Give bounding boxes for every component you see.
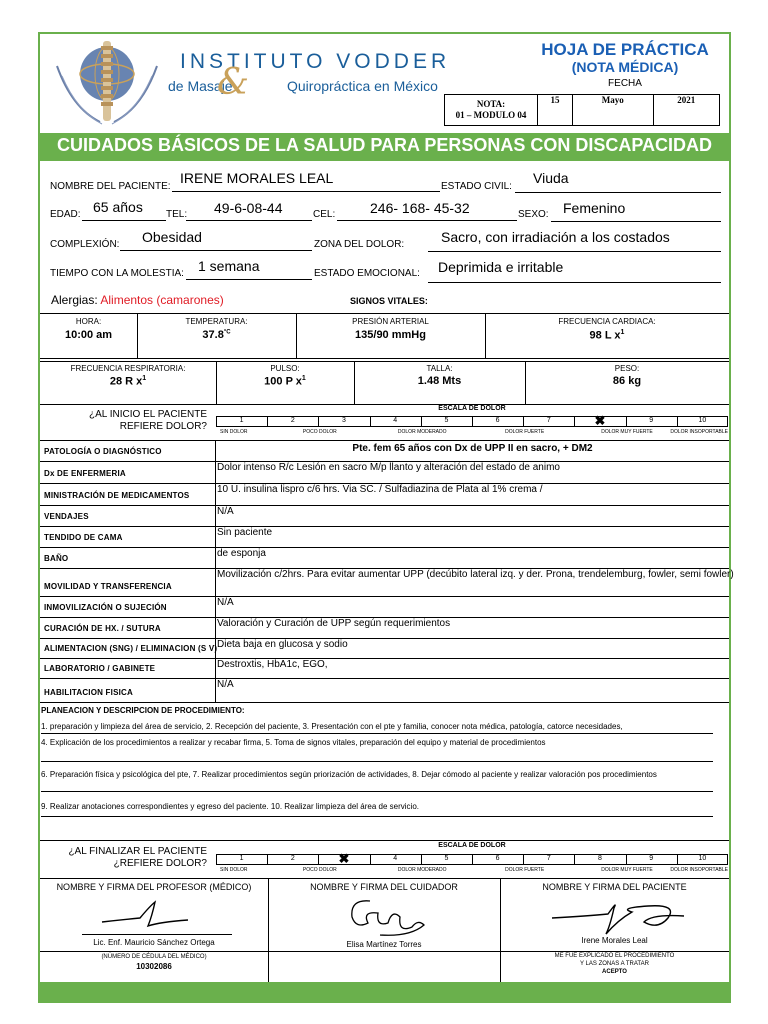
row-value: Movilización c/2hrs. Para evitar aumentar UPP (decúbito lateral izq. y der. Prona, trendelemburg, fowler, semi fowler): [217, 569, 734, 580]
nota-cell: [445, 95, 538, 126]
age-value: 65 años: [93, 199, 143, 215]
civil-status-value: Viuda: [533, 170, 569, 186]
row-value: N/A: [217, 506, 234, 517]
pain-start-label-5: DOLOR INSOPORTABLE: [670, 429, 728, 435]
pain-end-number-1: 1: [239, 855, 244, 862]
row-value: 10 U. insulina lispro c/6 hrs. Via SC. / Sulfadiazina de Plata al 1% crema /: [217, 484, 543, 495]
row-label: BAÑO: [44, 554, 69, 563]
row-label: Dx DE ENFERMERIA: [44, 469, 126, 478]
pulso-value: 100 P x: [264, 375, 302, 388]
tel-underline: [186, 219, 312, 221]
pulso-superscript: 1: [301, 375, 306, 382]
row-value: Destroxtis, HbA1c, EGO,: [217, 659, 328, 670]
fr-cell: [40, 375, 216, 388]
pain-end-number-10: 10: [698, 855, 707, 862]
consent-line-1: ME FUE EXPLICADO EL PROCEDIMIENTO: [554, 953, 675, 959]
pain-start-question-line1: ¿AL INICIO EL PACIENTE: [89, 409, 207, 420]
institute-logo: [52, 36, 162, 128]
cel-underline: [337, 219, 517, 221]
vital-signs-label: SIGNOS VITALES:: [350, 296, 428, 306]
row-divider: [40, 547, 729, 548]
row-divider: [40, 596, 729, 597]
row-label: ALIMENTACION (SNG) / ELIMINACION (S V): [44, 644, 218, 653]
talla-label: TALLA:: [426, 364, 453, 373]
pain-start-number-4: 4: [393, 417, 398, 424]
row-label: LABORATORIO / GABINETE: [44, 664, 156, 673]
cedula-value: 10302086: [136, 962, 172, 971]
sex-label: SEXO:: [518, 209, 549, 220]
row-value: Valoración y Curación de UPP según requerimientos: [217, 618, 451, 629]
patient-signature: [548, 896, 688, 941]
row-value: de esponja: [217, 548, 266, 559]
pain-start-number-1: 1: [239, 417, 244, 424]
cedula-label: (NÚMERO DE CÉDULA DEL MÉDICO): [101, 954, 207, 960]
row-label: INMOVILIZACIÓN O SUJECIÓN: [44, 603, 167, 612]
fc-superscript: 1: [620, 329, 625, 336]
pain-end-question: [50, 846, 207, 870]
temp-value: 37.8: [202, 329, 224, 341]
pain-end-label-4: DOLOR MUY FUERTE: [601, 867, 653, 873]
row-divider: [40, 638, 729, 639]
emotional-underline: [428, 281, 721, 283]
complexion-label: COMPLEXIÓN:: [50, 239, 120, 250]
footer-band: [40, 982, 729, 1001]
pain-end-number-7: 7: [546, 855, 551, 862]
consent-text: [500, 952, 729, 976]
vitals-row2-top: [40, 361, 729, 362]
fr-label: FRECUENCIA RESPIRATORIA:: [70, 364, 186, 373]
pain-end-label-0: SIN DOLOR: [220, 867, 248, 873]
nota-label: NOTA:: [476, 99, 506, 109]
patient-name-underline: [172, 190, 440, 192]
pain-start-number-3: 3: [342, 417, 346, 424]
nota-value: 01 – MODULO 04: [455, 110, 527, 120]
time-value: 1 semana: [198, 258, 260, 274]
pain-zone-label: ZONA DEL DOLOR:: [314, 239, 405, 250]
professor-sign-title: NOMBRE Y FIRMA DEL PROFESOR (MÉDICO): [56, 882, 252, 892]
pain-start-number-2: 2: [290, 417, 295, 424]
pain-start-number-10: 10: [698, 417, 707, 424]
pain-end-top: [40, 840, 729, 841]
pain-start-mark-icon: ✖: [594, 413, 606, 428]
pain-end-number-2: 2: [290, 855, 295, 862]
rows-divider: [215, 440, 216, 702]
allergies-value: Alimentos (camarones): [100, 293, 224, 307]
planning-line-4: 9. Realizar anotaciones correspondientes y egreso del paciente. 10. Realizar limpieza del área de servicio.: [41, 802, 419, 811]
patient-name-label: NOMBRE DEL PACIENTE:: [50, 181, 171, 192]
signatures-top: [40, 878, 729, 879]
planning-underline-2: [41, 760, 713, 762]
caregiver-signature: [340, 893, 440, 944]
row-value: Pte. fem 65 años con Dx de UPP II en sacro, + DM2: [352, 443, 593, 454]
planning-line-2: 4. Explicación de los procedimientos a realizar y recabar firma, 5. Toma de signos vitales, preparación del equipo y material de procedimientos: [41, 738, 546, 747]
pa-label: PRESIÓN ARTERIAL: [352, 317, 429, 326]
fc-label: FRECUENCIA CARDIACA:: [558, 317, 656, 326]
caregiver-sign-title: NOMBRE Y FIRMA DEL CUIDADOR: [310, 882, 458, 892]
allergies-line: [51, 293, 224, 307]
tel-value: 49-6-08-44: [214, 200, 283, 216]
consent-line-3: ACEPTO: [602, 969, 627, 975]
emotional-value: Deprimida e irritable: [438, 259, 564, 275]
fecha-label: FECHA: [608, 78, 642, 89]
sex-value: Femenino: [563, 200, 626, 216]
pain-scale-end: [216, 851, 728, 878]
row-label: MINISTRACIÓN DE MEDICAMENTOS: [44, 491, 190, 500]
time-label: TIEMPO CON LA MOLESTIA:: [50, 268, 184, 279]
pain-end-scale-title: ESCALA DE DOLOR: [438, 842, 506, 849]
age-label: EDAD:: [50, 209, 81, 220]
complexion-value: Obesidad: [142, 229, 202, 245]
fr-value: 28 R x: [109, 375, 143, 388]
row-value: Dieta baja en glucosa y sodio: [217, 639, 348, 650]
pain-end-label-3: DOLOR FUERTE: [505, 867, 545, 873]
row-label: CURACIÓN DE HX. / SUTURA: [44, 624, 161, 633]
cel-value: 246- 168- 45-32: [370, 200, 470, 216]
professor-name: Lic. Enf. Mauricio Sánchez Ortega: [93, 938, 215, 947]
planning-line-1: 1. preparación y limpieza del área de servicio, 2. Recepción del paciente, 3. Presentación con el pte y familia, conocer nota médica, patología, catorce necesidades,: [41, 722, 623, 731]
row-divider: [40, 678, 729, 679]
pain-end-mark-icon: ✖: [338, 851, 350, 866]
pain-scale-start: [216, 413, 728, 440]
allergies-label: Alergias:: [51, 293, 98, 307]
civil-underline: [515, 191, 721, 193]
tel-label: TEL:: [166, 209, 188, 220]
pain-end-number-5: 5: [444, 855, 449, 862]
pain-start-question: [60, 409, 207, 433]
planning-title: PLANEACION Y DESCRIPCION DE PROCEDIMIENTO:: [41, 706, 245, 715]
institute-subtitle-amp: &: [217, 62, 250, 103]
peso-label: PESO:: [614, 364, 640, 373]
planning-top: [40, 702, 729, 703]
patient-name-signature: Irene Morales Leal: [581, 936, 648, 945]
hora-label: HORA:: [75, 317, 102, 326]
planning-underline-4: [41, 815, 713, 817]
pain-end-question-line1: ¿AL FINALIZAR EL PACIENTE: [68, 846, 207, 857]
row-value: Dolor intenso R/c Lesión en sacro M/p llanto y alteración del estado de animo: [217, 462, 560, 473]
pain-start-scale-title: ESCALA DE DOLOR: [438, 405, 506, 412]
pa-value: 135/90 mmHg: [355, 329, 426, 341]
row-value: Sin paciente: [217, 527, 273, 538]
row-value: N/A: [217, 679, 234, 690]
institute-subtitle-right: Quiropráctica en México: [287, 78, 438, 94]
rows-top: [40, 440, 729, 441]
temp-unit: °C: [223, 329, 231, 336]
patient-name-value: IRENE MORALES LEAL: [180, 170, 334, 186]
row-label: PATOLOGÍA O DIAGNÓSTICO: [44, 447, 162, 456]
row-label: MOVILIDAD Y TRANSFERENCIA: [44, 582, 172, 591]
pain-start-label-0: SIN DOLOR: [220, 429, 248, 435]
pain-start-question-line2: REFIERE DOLOR?: [119, 421, 207, 432]
temp-label: TEMPERATURA:: [185, 317, 248, 326]
age-underline: [82, 219, 166, 221]
date-day: 15: [538, 95, 573, 126]
cel-label: CEL:: [313, 209, 336, 220]
pain-zone-value: Sacro, con irradiación a los costados: [441, 229, 670, 245]
row-label: TENDIDO DE CAMA: [44, 533, 123, 542]
date-month: Mayo: [573, 95, 654, 126]
row-divider: [40, 658, 729, 659]
pain-end-label-2: DOLOR MODERADO: [397, 867, 447, 873]
institute-title: INSTITUTO VODDER: [180, 50, 451, 73]
hora-value: 10:00 am: [64, 329, 113, 341]
pain-end-question-line2: ¿REFIERE DOLOR?: [113, 858, 207, 869]
pain-zone-underline: [428, 250, 721, 252]
pain-start-label-3: DOLOR FUERTE: [505, 429, 545, 435]
sex-underline: [551, 220, 721, 222]
pain-end-number-4: 4: [393, 855, 398, 862]
time-underline: [186, 278, 312, 280]
sig-sep-1: [268, 878, 269, 982]
pain-start-label-1: POCO DOLOR: [302, 429, 337, 435]
nota-date-table: [444, 94, 720, 126]
talla-value: 1.48 Mts: [417, 375, 462, 387]
pulso-cell: [216, 375, 354, 388]
section-banner-title: CUIDADOS BÁSICOS DE LA SALUD PARA PERSONAS CON DISCAPACIDAD: [56, 135, 713, 155]
fc-cell: [485, 329, 729, 342]
pain-start-number-7: 7: [546, 417, 551, 424]
vitals-row1-bottom: [40, 358, 729, 359]
pain-start-number-6: 6: [495, 417, 500, 424]
pain-end-label-1: POCO DOLOR: [302, 867, 337, 873]
pain-end-label-5: DOLOR INSOPORTABLE: [670, 867, 728, 873]
row-label: HABILITACION FISICA: [44, 688, 133, 697]
date-year: 2021: [653, 95, 720, 126]
pain-start-number-9: 9: [649, 417, 654, 424]
row-divider: [40, 526, 729, 527]
pain-start-number-5: 5: [444, 417, 449, 424]
institute-subtitle-left: de Masaje: [168, 78, 233, 94]
row-label: VENDAJES: [44, 512, 89, 521]
patient-sign-title: NOMBRE Y FIRMA DEL PACIENTE: [542, 882, 687, 892]
row-value: N/A: [217, 597, 234, 608]
fc-value: 98 L x: [589, 329, 621, 342]
consent-line-2: Y LAS ZONAS A TRATAR: [580, 961, 649, 967]
pain-start-label-4: DOLOR MUY FUERTE: [601, 429, 653, 435]
pain-end-number-6: 6: [495, 855, 500, 862]
fr-superscript: 1: [142, 375, 147, 382]
pain-start-label-2: DOLOR MODERADO: [397, 429, 447, 435]
pain-end-number-9: 9: [649, 855, 654, 862]
row-divider: [40, 505, 729, 506]
pain-end-number-8: 8: [598, 855, 602, 862]
emotional-label: ESTADO EMOCIONAL:: [314, 268, 420, 279]
planning-underline-1: [41, 732, 713, 734]
temp-cell: [137, 329, 296, 341]
peso-value: 86 kg: [612, 375, 642, 387]
vitals-top-border: [40, 313, 729, 314]
caregiver-name: Elisa Martínez Torres: [346, 940, 422, 949]
complexion-underline: [120, 249, 312, 251]
planning-underline-3: [41, 790, 713, 792]
sheet-subtitle: (NOTA MÉDICA): [571, 59, 679, 75]
planning-line-3: 6. Preparación física y psicológica del pte, 7. Realizar procedimientos según priorización de actividades, 8. Dejar cómodo al paciente y realizar valoración pos procedimientos: [41, 770, 657, 779]
pulso-label: PULSO:: [270, 364, 300, 373]
professor-sign-line: [82, 933, 232, 935]
civil-status-label: ESTADO CIVIL:: [441, 181, 512, 192]
sheet-title: HOJA DE PRÁCTICA: [541, 40, 709, 59]
